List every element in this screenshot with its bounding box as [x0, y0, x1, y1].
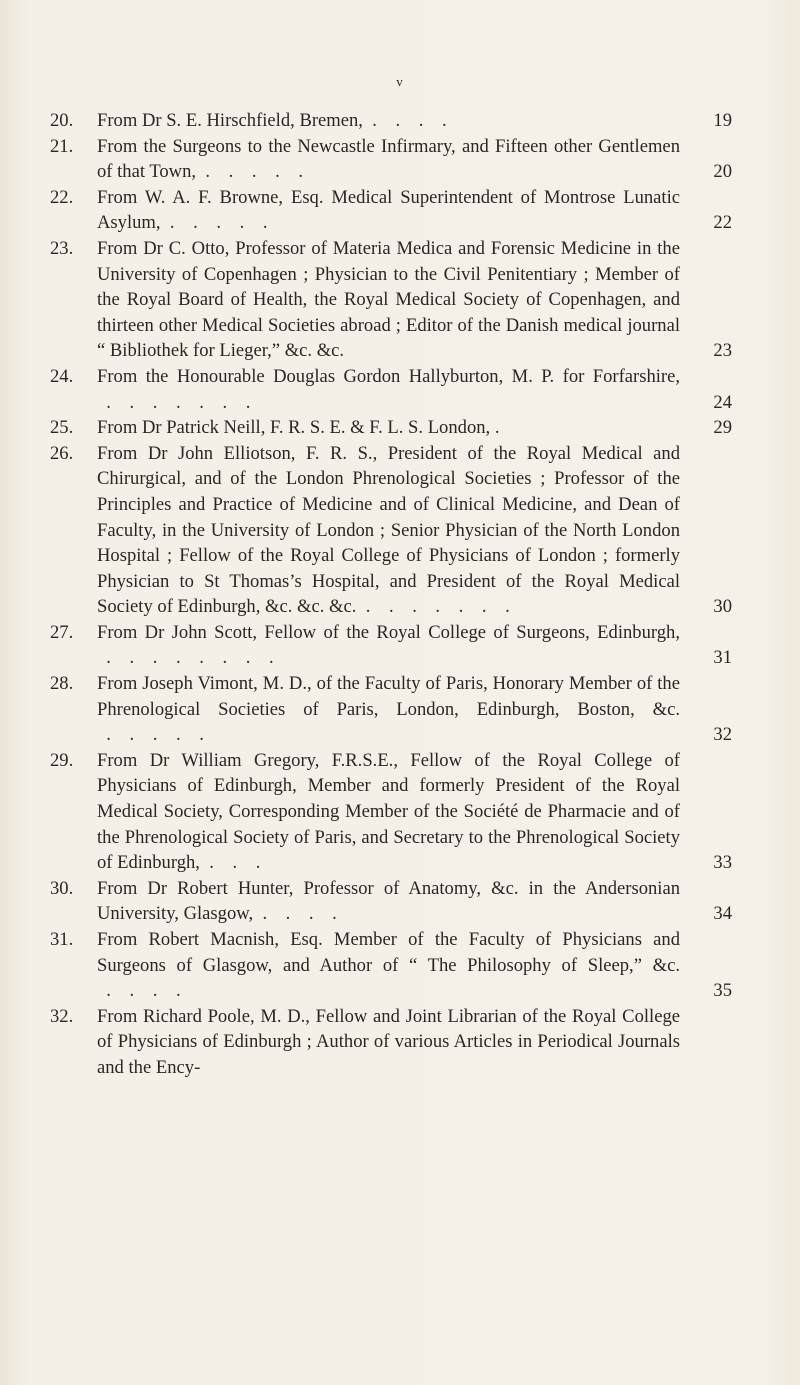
entry-page: 23 — [713, 340, 732, 362]
folio-number: v — [396, 74, 404, 89]
entry-number: 21. — [50, 135, 74, 157]
contents-entry — [50, 876, 732, 927]
entry-text: From Robert Macnish, Esq. Member of the Faculty of Physicians and Surgeons of Glasgow, and Author of “ The Philosophy of Sleep,” &c. — [97, 929, 680, 976]
contents-entry — [50, 415, 732, 441]
leader-dots: . . . — [199, 852, 261, 874]
contents-entry — [50, 748, 732, 876]
entry-text: From Dr William Gregory, F.R.S.E., Fellow of the Royal College of Physicians of Edinburgh, Member and formerly President of the Royal Medical Society, Corresponding Member of the Société de Pharmacie and of the Phrenological Society of Paris, and Secretary to the Phrenological Society of Edinburgh, — [97, 749, 680, 874]
leader-dots: . . . . . — [196, 161, 303, 183]
entry-page: 29 — [713, 417, 732, 439]
entry-text: From Richard Poole, M. D., Fellow and Joint Librarian of the Royal College of Physicians of Edinburgh ; Author of various Articles in Periodical Journals and the Ency- — [97, 1005, 680, 1078]
entry-number: 32. — [50, 1005, 74, 1027]
entry-number: 29. — [50, 749, 74, 771]
entry-page: 31 — [713, 647, 732, 669]
entry-text: From Dr S. E. Hirschfield, Bremen, — [97, 110, 363, 131]
leader-dots: . . . . — [362, 110, 447, 131]
entry-page: 34 — [713, 903, 732, 925]
entry-number: 27. — [50, 621, 74, 643]
entry-page: 24 — [713, 391, 732, 413]
contents-entry — [50, 108, 732, 134]
contents-entry — [50, 927, 732, 1004]
entry-number: 25. — [50, 417, 74, 439]
entry-text: From Dr Robert Hunter, Professor of Anatomy, &c. in the Andersonian University, Glasgow, — [97, 877, 680, 925]
contents-entry — [50, 1004, 732, 1081]
leader-dots: . . . . . . . — [356, 596, 510, 618]
entry-text: From Joseph Vimont, M. D., of the Faculty of Paris, Honorary Member of the Phrenological Societies of Paris, London, Edinburgh, Boston, &c. — [97, 673, 680, 720]
contents-entry — [50, 671, 732, 748]
entry-page: 19 — [713, 110, 732, 131]
entry-text: From W. A. F. Browne, Esq. Medical Superintendent of Montrose Lunatic Asylum, — [97, 186, 680, 234]
entry-number: 22. — [50, 186, 74, 208]
leader-dots: . . . . . — [160, 212, 268, 234]
entry-number: 28. — [50, 673, 74, 695]
entry-text: From the Honourable Douglas Gordon Hallyburton, M. P. for Forfarshire, — [97, 365, 680, 387]
entry-text: From Dr John Scott, Fellow of the Royal College of Surgeons, Edinburgh, — [97, 621, 680, 643]
leader-dots: . . . . . . . . — [97, 647, 274, 669]
entry-number: 26. — [50, 442, 74, 464]
entry-page: 20 — [713, 161, 732, 183]
leader-dots: . . . . — [253, 903, 337, 925]
leader-dots: . . . . . — [97, 724, 204, 746]
entry-text: From the Surgeons to the Newcastle Infirmary, and Fifteen other Gentlemen of that Town, — [97, 135, 680, 183]
contents-entry — [50, 185, 732, 236]
entry-text: From Dr John Elliotson, F. R. S., President of the Royal Medical and Chirurgical, and of the London Phrenological Societies ; Professor of the Principles and Practice of Medicine and of Clinical Medicine, and Dean of Faculty, in the University of London ; Senior Physician of the North London Hospital ; Fellow of the Royal College of Physicians of London ; formerly Physician to St Thomas’s Hospital, and President of the Royal Medical Society of Edinburgh, &c. &c. &c. — [97, 442, 680, 618]
contents-entry — [50, 441, 732, 620]
entry-number: 24. — [50, 365, 74, 387]
leader-dots: . . . . . . . — [97, 391, 251, 413]
entry-page: 22 — [713, 212, 732, 234]
entry-number: 31. — [50, 929, 74, 950]
contents-entry — [50, 134, 732, 185]
entry-page: 33 — [713, 852, 732, 874]
leader-dots: . . . . — [97, 980, 181, 1002]
entry-page: 35 — [713, 980, 732, 1002]
contents-entry — [50, 236, 732, 364]
entry-number: 20. — [50, 110, 74, 131]
contents-entry — [50, 364, 732, 415]
entry-page: 32 — [713, 724, 732, 746]
contents-entry — [50, 620, 732, 671]
contents-list — [50, 108, 732, 1081]
entry-number: 30. — [50, 877, 74, 899]
entry-text: From Dr C. Otto, Professor of Materia Medica and Forensic Medicine in the University of Copenhagen ; Physician to the Civil Penitentiary ; Member of the Royal Board of Health, the Royal Medical Society of Copenhagen, and thirteen other Medical Societies abroad ; Editor of the Danish medical journal “ Bibliothek for Lieger,” &c. &c. — [97, 237, 680, 362]
entry-number: 23. — [50, 237, 74, 259]
entry-text: From Dr Patrick Neill, F. R. S. E. & F. L. S. London, — [97, 417, 491, 439]
leader-dots: . — [490, 417, 500, 439]
entry-page: 30 — [713, 596, 732, 618]
